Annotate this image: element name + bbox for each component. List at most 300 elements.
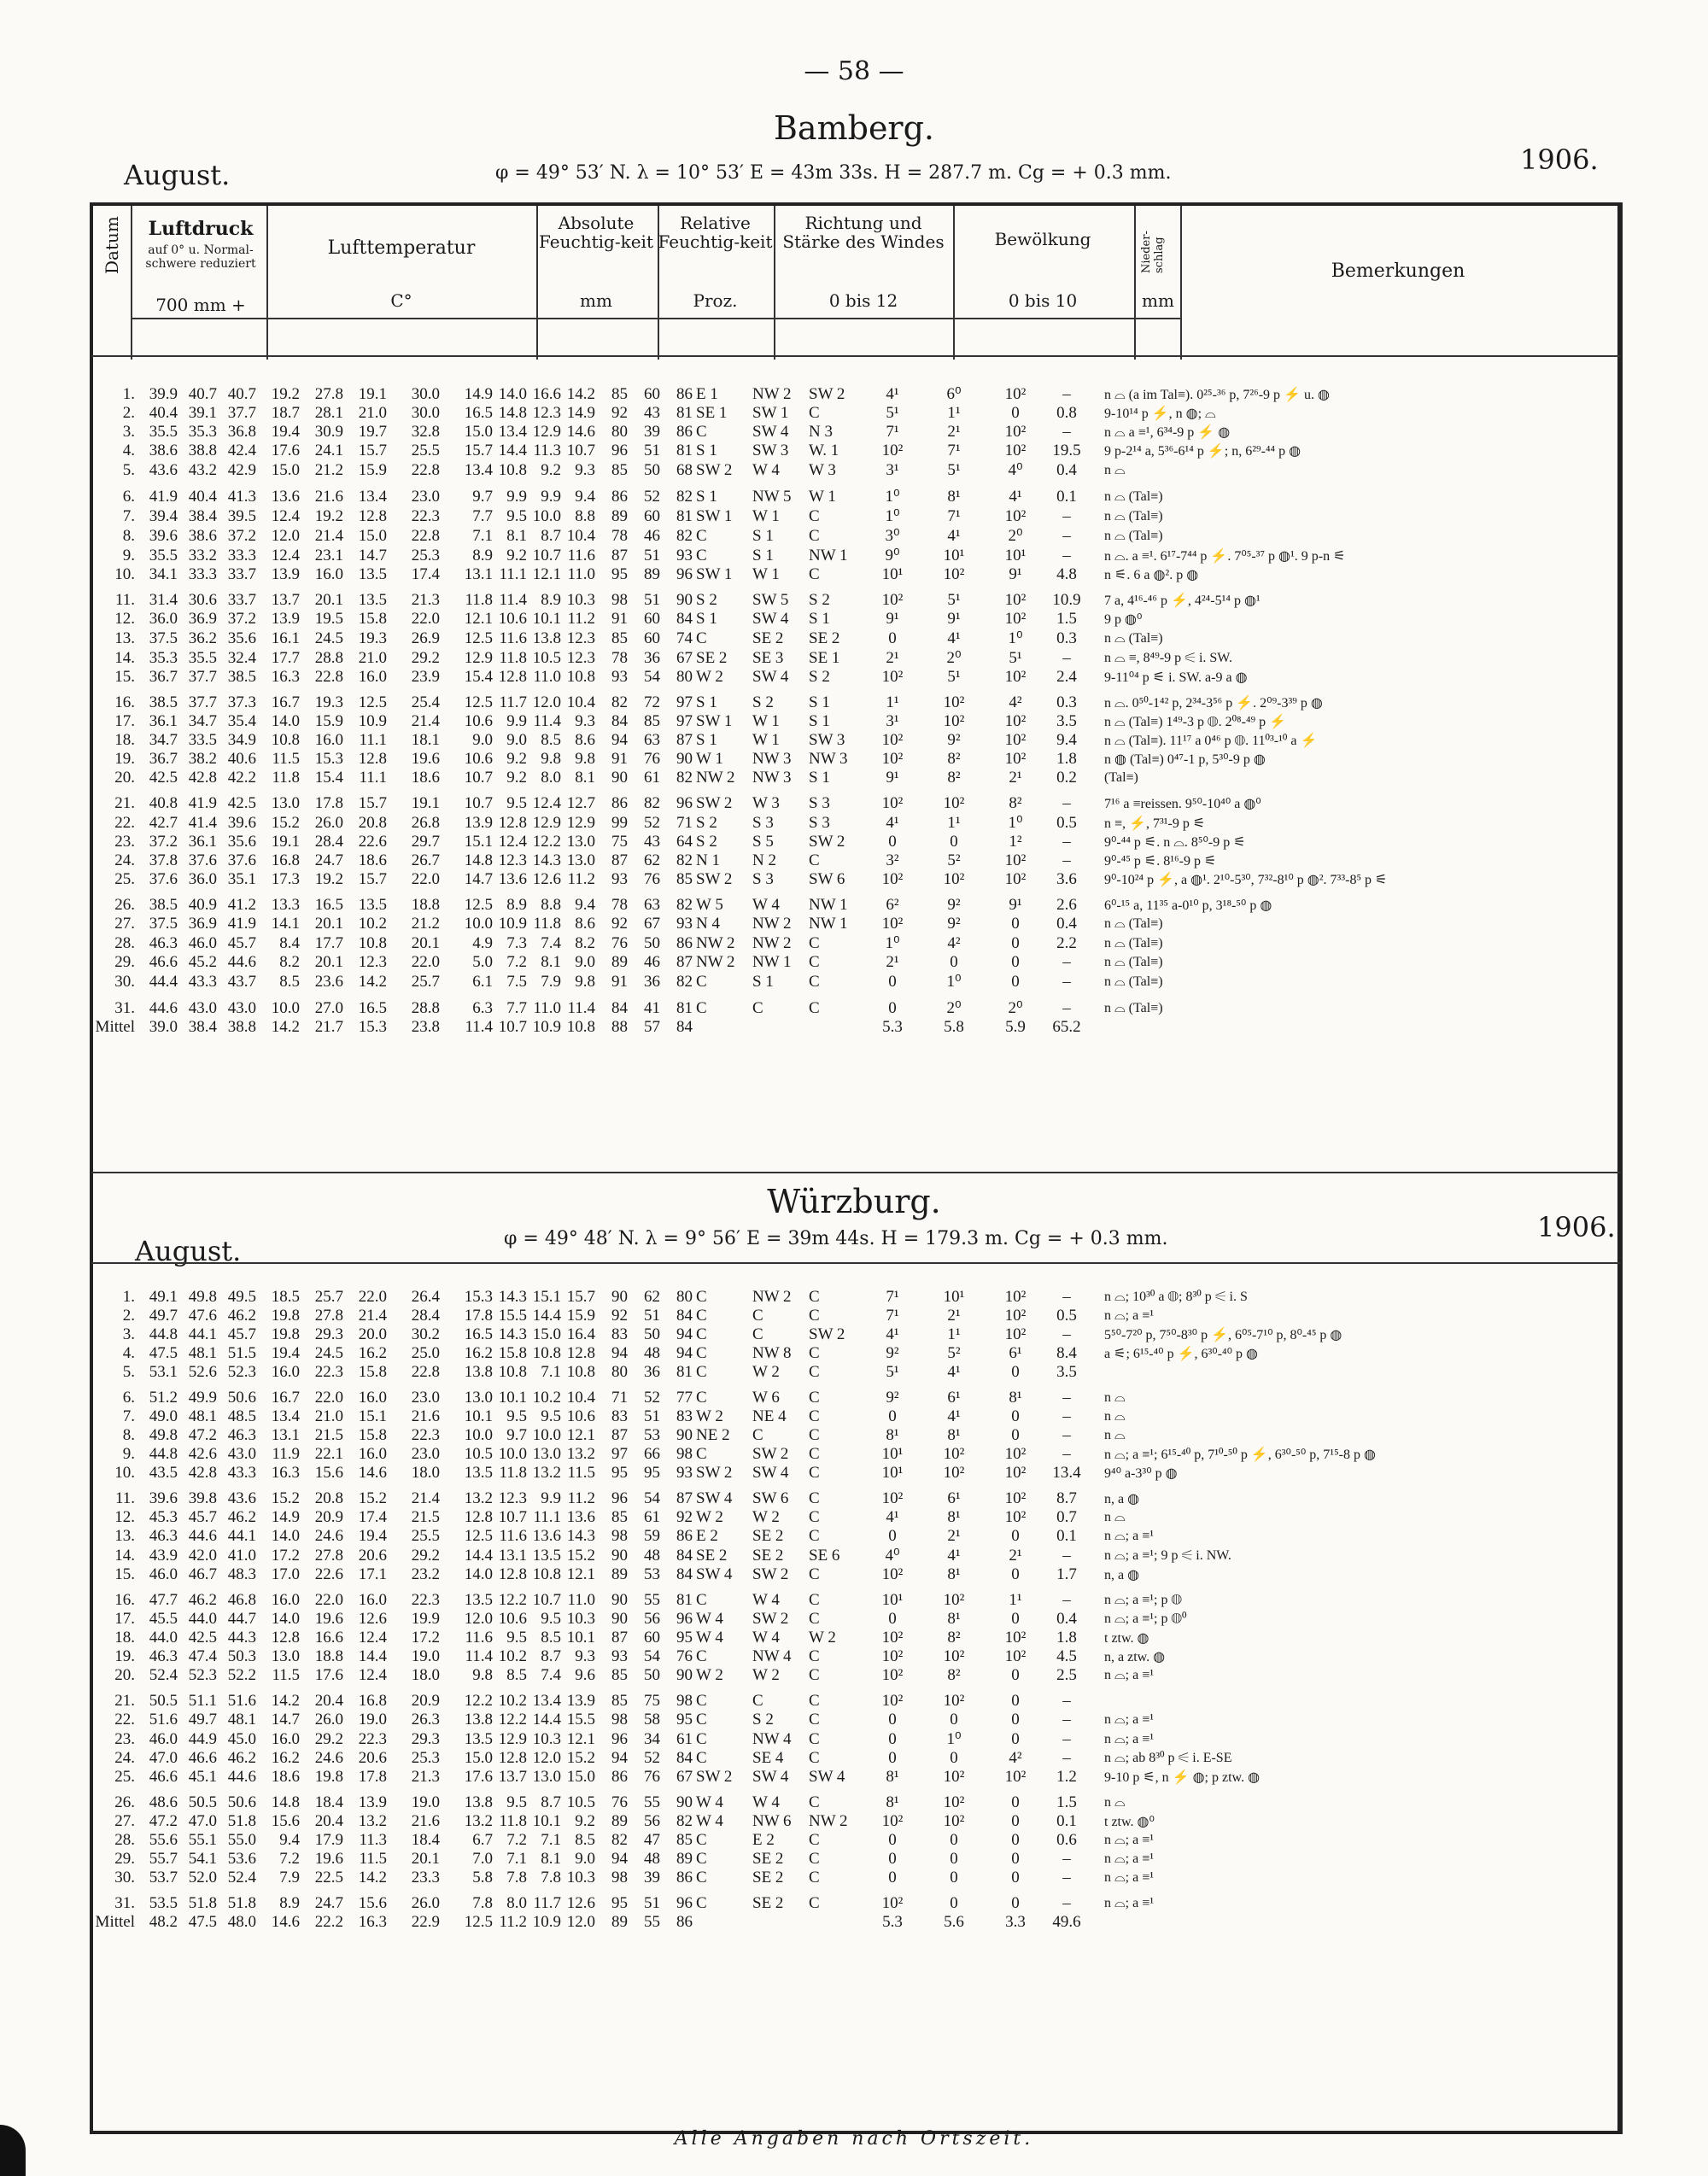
table-cell: 13.9 <box>566 1692 595 1710</box>
table-cell: 9 p ◍⁰ <box>1104 612 1143 627</box>
table-cell <box>749 1018 805 1037</box>
table-cell: C <box>696 629 707 647</box>
table-cell: 9.2 <box>506 769 527 787</box>
table-cell: 97 <box>676 712 693 730</box>
table-cell: 76 <box>644 750 660 768</box>
table-cell: 10.8 <box>498 1363 527 1381</box>
table-cell: 0 <box>1011 1527 1020 1545</box>
table-cell: – <box>1062 1325 1071 1343</box>
table-cell: 9.7 <box>506 1426 527 1444</box>
table-cell: 10² <box>1004 1489 1027 1507</box>
table-cell: 37.2 <box>149 833 178 851</box>
table-cell: n ⌓; a ≡¹; p ◍⁰ <box>1104 1612 1187 1626</box>
table-cell: 10.7 <box>464 794 493 812</box>
table-row <box>94 1647 1548 1666</box>
table-cell: 87 <box>611 1629 628 1647</box>
table-cell: 9.2 <box>575 1812 595 1830</box>
table-cell: 12.9 <box>566 813 595 832</box>
table-cell: 55.1 <box>188 1831 217 1849</box>
table-cell: 16.5 <box>464 1325 493 1343</box>
table-cell: 8.5 <box>279 972 300 991</box>
table-cell: 12.2 <box>464 1692 493 1710</box>
table-cell: W 2 <box>752 1508 780 1526</box>
table-cell: 27.8 <box>314 1307 343 1325</box>
table-cell: 15. <box>114 668 135 686</box>
table-cell: 60 <box>644 629 660 647</box>
table-cell: 22.3 <box>411 1591 440 1609</box>
table-cell: 5⁵⁰-7²⁰ p, 7⁵⁰-8³⁰ p ⚡, 6⁰⁵-7¹⁰ p, 8⁰-⁴⁵ p ◍ <box>1104 1328 1342 1342</box>
table-cell: 9.5 <box>506 1793 527 1811</box>
table-cell: 13.2 <box>532 1464 561 1482</box>
table-cell: 38.8 <box>188 442 217 459</box>
table-cell: 51.8 <box>227 1812 256 1830</box>
table-cell: 16.2 <box>358 1344 387 1362</box>
table-cell: 33.2 <box>188 546 217 564</box>
table-cell: 11.2 <box>499 1913 527 1931</box>
table-cell: C <box>809 1591 820 1609</box>
table-cell: NW 1 <box>752 953 792 971</box>
table-cell: S 1 <box>752 526 774 545</box>
table-cell: 15.4 <box>314 769 343 787</box>
table-cell: SE 2 <box>752 1850 784 1868</box>
table-cell: 14.2 <box>358 972 387 991</box>
table-cell: C <box>696 526 707 545</box>
table-cell: 13.0 <box>532 1445 561 1463</box>
table-cell: 82 <box>611 693 628 711</box>
table-cell: 0 <box>1011 953 1020 971</box>
table-cell: C <box>809 1363 820 1381</box>
table-cell: 19.8 <box>314 1768 343 1786</box>
table-cell: 10.0 <box>271 998 300 1017</box>
table-cell: 10² <box>1004 610 1027 628</box>
table-cell: 18. <box>114 1629 135 1647</box>
table-cell: S 1 <box>752 546 774 564</box>
table-cell: 13. <box>114 1527 135 1545</box>
table-cell: 12.9 <box>464 648 493 667</box>
table-cell: 52.6 <box>188 1363 217 1381</box>
table-cell: 63 <box>644 731 660 749</box>
table-cell: 5¹ <box>886 404 899 422</box>
table-row <box>94 1363 1548 1385</box>
table-cell: 40.7 <box>188 384 217 403</box>
table-cell: 29.2 <box>411 1546 440 1565</box>
table-cell: 84 <box>611 998 628 1017</box>
table-cell: 46.6 <box>149 953 178 971</box>
table-cell: 10.9 <box>532 1018 561 1036</box>
table-cell: 12.8 <box>498 813 527 832</box>
table-cell: 8² <box>947 750 961 768</box>
table-cell: n ⌓; a ≡¹; p ◍ <box>1104 1593 1183 1607</box>
table-cell <box>805 1913 862 1932</box>
table-cell: 22.3 <box>314 1363 343 1381</box>
table-cell: 28.8 <box>411 998 440 1017</box>
table-cell: 7.8 <box>541 1869 561 1886</box>
table-cell: 8.5 <box>506 1666 527 1684</box>
table-cell: 85 <box>676 1831 693 1849</box>
table-cell: 24.5 <box>314 1344 343 1362</box>
table-cell: 13. <box>114 629 135 647</box>
table-row <box>94 1812 1548 1831</box>
table-cell: 5¹ <box>947 460 961 479</box>
table-cell: W 4 <box>752 896 780 914</box>
table-cell: 9.5 <box>506 1629 527 1647</box>
table-cell: S 3 <box>809 794 830 812</box>
table-cell: 1.2 <box>1056 1768 1077 1786</box>
table-cell: 12.1 <box>532 565 561 583</box>
table-cell: 35.1 <box>227 870 256 888</box>
table-cell: 38.6 <box>149 442 178 459</box>
table-cell: 25.3 <box>411 1749 440 1767</box>
table-cell: 10² <box>881 750 904 768</box>
table-cell: 32.8 <box>411 423 440 441</box>
table-cell: 0 <box>1011 1869 1020 1886</box>
table-cell: 19.2 <box>271 384 300 403</box>
table-cell: 9.8 <box>541 750 561 768</box>
table-cell: 9. <box>122 1445 135 1463</box>
table-cell: S 1 <box>809 610 830 628</box>
table-cell: 50.3 <box>227 1647 256 1665</box>
table-cell: 7.2 <box>279 1850 300 1868</box>
table-row <box>94 1486 1548 1508</box>
table-cell: 2¹ <box>1009 769 1022 787</box>
table-cell: – <box>1062 851 1071 869</box>
table-cell: 37.8 <box>149 851 178 869</box>
table-cell: 15.2 <box>271 813 300 832</box>
table-cell: 71 <box>676 813 693 832</box>
table-cell: 13.5 <box>464 1729 493 1748</box>
table-cell: – <box>1062 1407 1071 1425</box>
table-cell: 50.5 <box>188 1793 217 1811</box>
table-cell: 30.9 <box>314 423 343 441</box>
table-cell: n ⌓. a ≡¹. 6¹⁷-7⁴⁴ p ⚡. 7⁰⁵-³⁷ p ◍¹. 9 p-n ⚟ <box>1104 548 1346 564</box>
table-cell: 16.3 <box>358 1913 387 1931</box>
table-cell: 6¹ <box>947 1389 961 1407</box>
table-cell: 22.8 <box>314 668 343 686</box>
table-cell: 42.4 <box>227 442 256 459</box>
table-cell: 9.8 <box>575 972 595 991</box>
table-cell: 5.8 <box>472 1869 493 1886</box>
table-cell: 36 <box>644 648 660 667</box>
table-cell: 3² <box>886 851 899 869</box>
table-cell: 46.3 <box>149 1647 178 1665</box>
table-cell: 10¹ <box>943 1288 965 1306</box>
table-row <box>94 384 1548 404</box>
table-cell: 11.5 <box>359 1850 387 1868</box>
table-row <box>94 588 1548 610</box>
table-cell: 1⁰ <box>885 934 900 952</box>
table-cell: 53.1 <box>149 1363 178 1381</box>
table-cell: 36.0 <box>149 610 178 628</box>
table-cell: 0 <box>888 629 897 647</box>
table-cell: 2.6 <box>1056 896 1077 914</box>
table-cell: 98 <box>676 1692 693 1710</box>
table-cell: 10.2 <box>498 1647 527 1665</box>
table-cell: NW 1 <box>809 896 848 914</box>
table-cell: 85 <box>611 1692 628 1710</box>
table-cell: 13.0 <box>271 794 300 812</box>
table-cell: 44.6 <box>188 1527 217 1545</box>
table-cell: 13.6 <box>532 1527 561 1545</box>
table-cell: 19.6 <box>411 750 440 768</box>
table-row <box>94 1749 1548 1768</box>
table-cell: 84 <box>676 610 693 628</box>
table-cell: 13.2 <box>464 1489 493 1507</box>
header-lufttemperatur: Lufttemperatur <box>327 237 476 259</box>
table-cell: C <box>809 1344 820 1362</box>
table-cell: n ⌓; 10³⁰ a ◍; 8³⁰ p ⚟ i. S <box>1104 1290 1248 1304</box>
table-cell: 20.6 <box>358 1546 387 1565</box>
table-cell: 11.5 <box>272 1666 300 1684</box>
table-cell: 52 <box>644 487 660 506</box>
table-cell: 13.5 <box>358 896 387 914</box>
table-cell: 15.8 <box>498 1344 527 1362</box>
table-cell: W 4 <box>696 1793 723 1811</box>
table-cell: 10² <box>1004 851 1027 869</box>
table-cell: 47.0 <box>188 1812 217 1830</box>
table-cell: 85 <box>644 712 660 730</box>
table-cell: 11.7 <box>499 693 527 711</box>
table-cell: 19.8 <box>271 1307 300 1325</box>
table-cell: W 2 <box>696 668 723 686</box>
table-cell: 21.5 <box>314 1426 343 1444</box>
table-cell: 10. <box>114 565 135 583</box>
table-cell: 0 <box>1011 1793 1020 1811</box>
table-cell: W 3 <box>809 460 836 479</box>
table-cell: 19.4 <box>271 423 300 441</box>
table-cell: 45.0 <box>227 1729 256 1748</box>
table-cell: C <box>809 1894 820 1912</box>
table-cell: 42.8 <box>188 1464 217 1482</box>
table-cell: 54 <box>644 668 660 686</box>
table-row <box>94 1407 1548 1426</box>
table-cell: 27.8 <box>314 384 343 403</box>
table-cell: 10² <box>881 794 904 812</box>
table-cell: 39.4 <box>149 506 178 525</box>
table-cell: – <box>1062 506 1071 525</box>
table-cell: 19.6 <box>314 1850 343 1868</box>
table-cell: 93 <box>611 1647 628 1665</box>
table-cell: 11.1 <box>359 731 387 749</box>
table-cell: 1. <box>122 1288 135 1306</box>
table-cell: 48 <box>644 1850 660 1868</box>
table-cell: 6. <box>122 487 135 506</box>
table-row <box>94 750 1548 769</box>
table-cell: 9.9 <box>541 1489 561 1507</box>
table-cell: 93 <box>611 668 628 686</box>
table-cell: C <box>809 933 820 952</box>
table-cell: 12.1 <box>464 610 493 628</box>
table-cell: W 2 <box>752 1666 780 1684</box>
table-cell: 20.9 <box>411 1692 440 1710</box>
table-cell: 16.0 <box>271 1591 300 1609</box>
table-cell: 7.9 <box>279 1869 300 1886</box>
table-cell: 0 <box>1011 1426 1020 1444</box>
table-cell: 15.7 <box>358 442 387 459</box>
table-cell: 90 <box>611 1288 628 1306</box>
table-cell: 23.0 <box>411 1389 440 1407</box>
table-cell: 44.1 <box>188 1325 217 1343</box>
table-cell: C <box>809 998 820 1017</box>
table-cell: C <box>809 565 820 583</box>
table-cell: W 4 <box>696 1629 723 1647</box>
table-cell: 12.1 <box>566 1565 595 1583</box>
table-cell: S 1 <box>696 610 717 628</box>
table-cell: 41.0 <box>227 1546 256 1565</box>
table-row <box>94 423 1548 442</box>
table-cell: 81 <box>676 404 693 422</box>
table-cell: 7.5 <box>506 972 527 991</box>
table-cell: SW 2 <box>809 833 845 851</box>
table-cell: 7.8 <box>472 1894 493 1912</box>
table-cell: 29.7 <box>411 833 440 851</box>
table-cell: 5. <box>122 1363 135 1381</box>
table-cell: SW 1 <box>696 506 733 525</box>
table-cell: 21.2 <box>411 915 440 933</box>
table-cell: 0.4 <box>1056 460 1077 479</box>
table-cell: 13.0 <box>566 851 595 869</box>
table-cell: 42.8 <box>188 769 217 787</box>
table-cell: 2.5 <box>1056 1666 1077 1684</box>
table-cell: 9.4 <box>1056 731 1077 749</box>
table-cell: 16.6 <box>532 384 561 403</box>
table-cell: 16.7 <box>271 693 300 711</box>
table-cell: S 1 <box>696 487 717 506</box>
table-cell: 8² <box>947 1666 961 1684</box>
table-cell: 49.7 <box>149 1307 178 1325</box>
table-cell: 9.4 <box>575 896 595 914</box>
table-cell: 44.9 <box>188 1729 217 1748</box>
table-cell: 14.7 <box>358 546 387 564</box>
table-cell: 38.2 <box>188 750 217 768</box>
table-cell: 12.5 <box>358 693 387 711</box>
table-cell: 42.5 <box>188 1629 217 1647</box>
table-cell: 0 <box>1011 1831 1020 1849</box>
header-rel-unit: Proz. <box>693 290 738 311</box>
bamberg-table <box>94 384 1548 1037</box>
table-cell: 4¹ <box>947 1407 961 1425</box>
table-cell: 8.1 <box>506 526 527 545</box>
table-cell: n ⌓ (Tal≡) 1⁴⁹-3 p ◍. 2⁰⁸-⁴⁹ p ⚡ <box>1104 715 1287 729</box>
table-cell: 15.0 <box>271 460 300 479</box>
table-row <box>94 506 1548 526</box>
table-cell: 16.3 <box>271 668 300 686</box>
table-cell: 52.2 <box>227 1666 256 1684</box>
table-cell: SE 2 <box>696 648 728 667</box>
table-cell: 9⁴⁰ a-3³⁰ p ◍ <box>1104 1466 1178 1481</box>
table-cell: 10² <box>881 915 904 933</box>
table-row <box>94 1426 1548 1445</box>
table-cell: 10.6 <box>566 1407 595 1425</box>
table-cell: 9.2 <box>506 750 527 768</box>
table-cell: 19.7 <box>358 423 387 441</box>
table-cell: 6² <box>886 896 899 914</box>
header-nied-unit: mm <box>1142 290 1174 311</box>
table-cell: 60 <box>644 384 660 403</box>
table-cell: 48.1 <box>227 1711 256 1729</box>
table-cell: 2¹ <box>886 953 899 971</box>
table-cell: 43 <box>644 833 660 851</box>
table-cell: 9¹ <box>1009 565 1022 583</box>
table-cell: 9.9 <box>541 487 561 506</box>
table-cell: 26. <box>114 1793 135 1811</box>
table-cell: NW 4 <box>752 1729 792 1748</box>
table-cell: 78 <box>611 648 628 667</box>
month-label-wuerzburg: August. <box>135 1235 242 1267</box>
table-cell: C <box>696 1445 707 1463</box>
table-cell: 86 <box>676 1869 693 1886</box>
table-cell: 12.3 <box>498 851 527 869</box>
table-cell: 10.3 <box>566 1610 595 1628</box>
table-cell: 9⁰-⁴⁴ p ⚟. n ⌓. 8⁵⁰-9 p ⚟ <box>1104 835 1246 850</box>
table-cell: S 3 <box>809 813 830 832</box>
table-cell: 51 <box>644 442 660 459</box>
table-row <box>94 1464 1548 1486</box>
table-cell: 10.4 <box>566 526 595 545</box>
table-cell: 20.1 <box>314 953 343 971</box>
table-cell: C <box>696 1325 707 1343</box>
table-cell: 19.9 <box>411 1610 440 1628</box>
table-cell: 1⁰ <box>946 973 962 991</box>
table-cell: 11. <box>114 591 135 609</box>
table-cell: 11.6 <box>567 546 595 564</box>
table-cell: 12.2 <box>498 1591 527 1609</box>
table-cell: 23.8 <box>411 1018 440 1036</box>
table-cell: 44.6 <box>149 998 178 1017</box>
table-cell: 0 <box>888 1869 897 1886</box>
table-cell: 51.1 <box>188 1692 217 1710</box>
table-cell: a ⚟; 6¹⁵-⁴⁰ p ⚡, 6³⁰-⁴⁰ p ◍ <box>1104 1347 1258 1361</box>
table-cell: C <box>809 1647 820 1665</box>
header-bewoelkung: Bewölkung <box>994 229 1091 249</box>
table-cell: n ⌓; a ≡¹ <box>1104 1529 1155 1543</box>
table-cell: 25. <box>114 870 135 888</box>
table-cell: 19. <box>114 1647 135 1665</box>
table-cell: C <box>696 1692 707 1710</box>
table-cell: C <box>809 1307 820 1325</box>
table-cell: 14.4 <box>464 1546 493 1565</box>
table-row <box>94 1565 1548 1588</box>
table-cell: 11.4 <box>499 591 527 609</box>
table-cell: 6⁰-¹⁵ a, 11³⁵ a-0¹⁰ p, 3¹⁸-⁵⁰ p ◍ <box>1104 898 1272 913</box>
table-cell: 0 <box>1011 1729 1020 1748</box>
table-cell: 21.4 <box>314 526 343 545</box>
table-cell: 54.1 <box>188 1850 217 1868</box>
table-row <box>94 1546 1548 1565</box>
table-cell: 4¹ <box>886 813 899 832</box>
table-cell: 34.9 <box>227 731 256 749</box>
table-cell: 23.2 <box>411 1565 440 1583</box>
table-cell: 44.6 <box>227 953 256 971</box>
table-cell: 17.7 <box>314 933 343 952</box>
table-cell: 96 <box>676 1894 693 1912</box>
table-cell: 10² <box>943 1768 965 1786</box>
table-cell: 5.9 <box>1005 1018 1026 1036</box>
table-cell: 89 <box>676 1850 693 1868</box>
table-cell: 82 <box>611 1831 628 1849</box>
table-cell: 10² <box>943 794 965 812</box>
table-cell: 46.2 <box>227 1508 256 1526</box>
table-cell: 11.1 <box>359 769 387 787</box>
table-cell: 8² <box>947 769 961 787</box>
table-cell: n ⌓ (Tal≡) <box>1104 974 1163 989</box>
table-cell: 64 <box>676 833 693 851</box>
table-row <box>94 1385 1548 1407</box>
table-cell: 11.2 <box>567 870 595 888</box>
table-cell: 43.7 <box>227 972 256 991</box>
table-cell: 10.8 <box>271 731 300 749</box>
table-cell: 39.1 <box>188 404 217 422</box>
table-cell: 13.0 <box>532 1768 561 1786</box>
